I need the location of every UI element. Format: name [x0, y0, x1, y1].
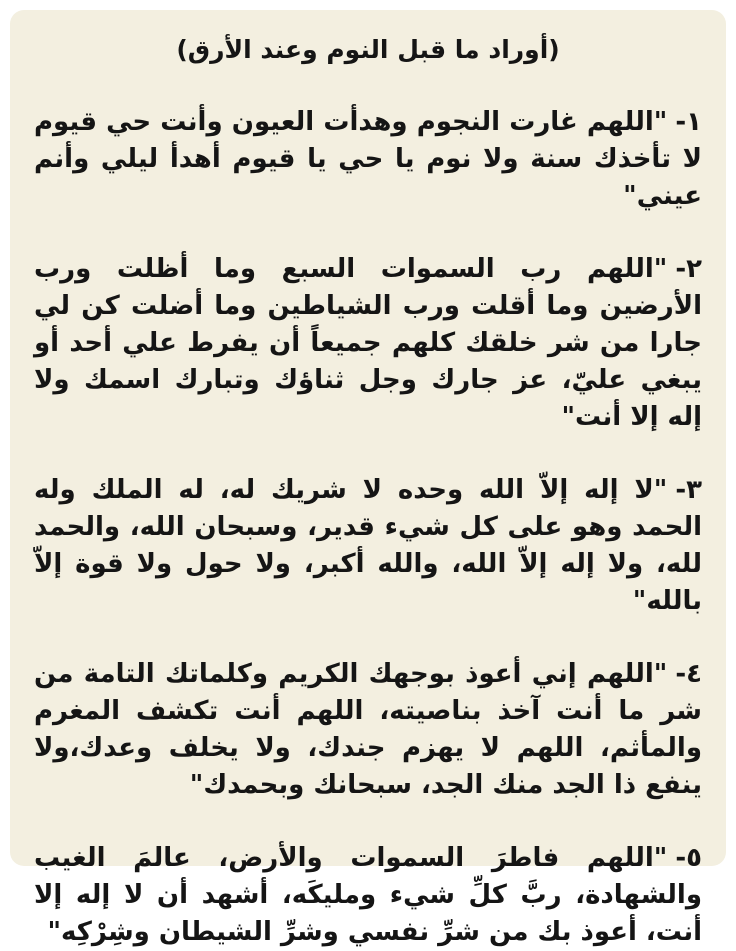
item-number: ٣- — [675, 475, 702, 505]
item-number: ٢- — [675, 254, 702, 284]
item-number: ٥- — [675, 843, 702, 873]
item-number: ٤- — [675, 659, 702, 689]
item-number: ١- — [675, 107, 702, 137]
item-text: "اللهم رب السموات السبع وما أظلت ورب الأرضين وما أقلت ورب الشياطين وما أضلت كن لي جارا من شر خلقك كلهم جميعاً أن يفرط علي أحد أو يبغي عليّ، عز جارك وجل ثناؤك وتبارك اسمك ولا إله إلا أنت" — [34, 254, 702, 432]
list-item — [34, 472, 702, 620]
item-text: "لا إله إلاّ الله وحده لا شريك له، له الملك وله الحمد وهو على كل شيء قدير، وسبحان الله، والحمد لله، ولا إله إلاّ الله، والله أكبر، ولا حول ولا قوة إلاّ بالله" — [34, 475, 702, 616]
item-text: "اللهم فاطرَ السموات والأرض، عالمَ الغيب والشهادة، ربَّ كلِّ شيء ومليكَه، أشهد أن لا إله إلا أنت، أعوذ بك من شرِّ نفسي وشرِّ الشيطان وشِرْكِه" — [34, 843, 702, 947]
page-title: (أوراد ما قبل النوم وعند الأرق) — [176, 35, 560, 64]
item-text: "اللهم إني أعوذ بوجهك الكريم وكلماتك التامة من شر ما أنت آخذ بناصيته، اللهم أنت تكشف المغرم والمأثم، اللهم لا يهزم جندك، ولا يخلف وعدك،ولا ينفع ذا الجد منك الجد، سبحانك وبحمدك" — [34, 659, 702, 800]
list-item — [34, 104, 702, 215]
list-item — [34, 656, 702, 804]
list-item — [34, 840, 702, 951]
item-text: "اللهم غارت النجوم وهدأت العيون وأنت حي قيوم لا تأخذك سنة ولا نوم يا حي يا قيوم أهدأ ليلي وأنم عيني" — [34, 107, 702, 211]
list-item — [34, 251, 702, 436]
content-card — [10, 10, 726, 947]
